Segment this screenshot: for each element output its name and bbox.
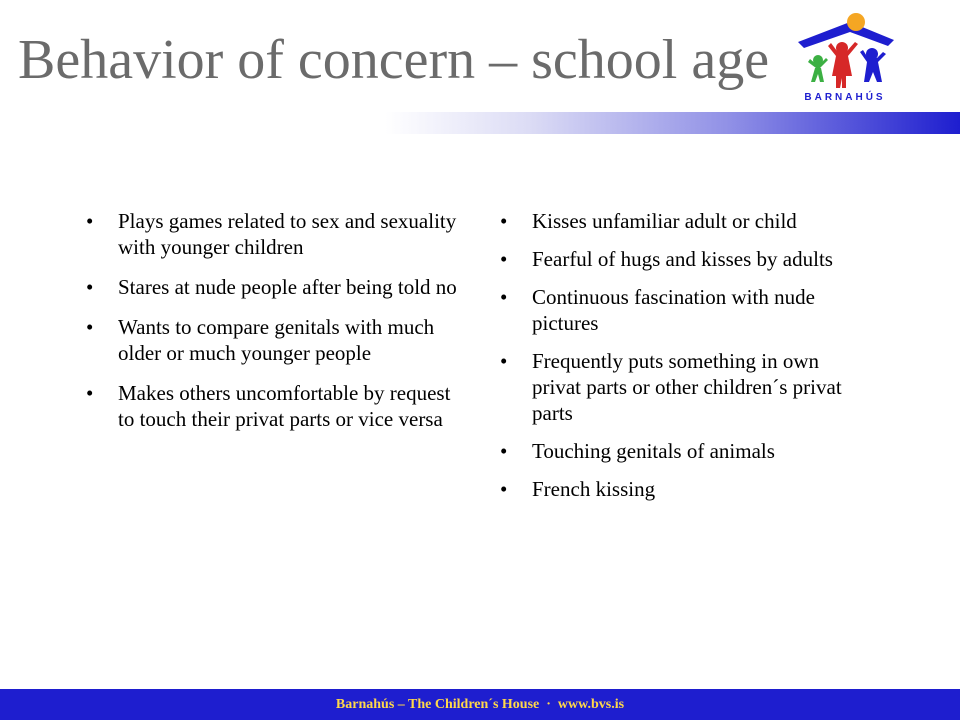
logo-text: BARNAHÚS — [804, 92, 886, 103]
list-item — [498, 246, 868, 272]
slide-title: Behavior of concern – school age — [18, 29, 770, 91]
list-item-text: Stares at nude people after being told no — [118, 275, 457, 299]
bullet-icon: • — [500, 209, 508, 233]
bullet-icon: • — [86, 315, 94, 339]
bullet-icon: • — [86, 209, 94, 233]
footer-text: Barnahús – The Children´s House — [335, 697, 540, 712]
list-item — [84, 208, 464, 260]
bullet-icon: • — [86, 381, 94, 405]
list-item-text: Fearful of hugs and kisses by adults — [532, 247, 833, 271]
list-item — [498, 476, 868, 502]
bullet-icon: • — [500, 439, 508, 463]
list-item — [84, 314, 464, 366]
right-bullet-list — [498, 208, 868, 514]
list-item — [498, 438, 868, 464]
list-item-text: Kisses unfamiliar adult or child — [532, 209, 797, 233]
child-blue-icon — [860, 48, 886, 82]
list-item — [84, 274, 464, 300]
bullet-icon: • — [500, 247, 508, 271]
bullet-icon: • — [500, 477, 508, 501]
logo-graphic — [790, 10, 900, 95]
list-item-text: Plays games related to sex and sexuality with younger children — [118, 209, 457, 259]
footer-url-link[interactable]: www.bvs.is — [557, 697, 625, 712]
list-item-text: Frequently puts something in own privat parts or other children´s privat parts — [532, 349, 842, 425]
bullet-icon: • — [500, 349, 508, 373]
list-item-text: Continuous fascination with nude pictures — [532, 285, 815, 335]
barnahus-logo — [790, 10, 900, 110]
list-item — [84, 380, 464, 432]
title-gradient-bar — [385, 112, 960, 134]
bullet-icon: • — [86, 275, 94, 299]
list-item — [498, 208, 868, 234]
footer-bar — [0, 689, 960, 720]
child-red-icon — [828, 42, 858, 88]
list-item — [498, 348, 868, 426]
left-bullet-list — [84, 208, 464, 446]
bullet-icon: • — [500, 285, 508, 309]
footer-separator: · — [546, 697, 551, 712]
child-green-icon — [808, 55, 828, 82]
list-item-text: French kissing — [532, 477, 656, 501]
list-item-text: Wants to compare genitals with much older or much younger people — [118, 315, 435, 365]
list-item-text: Touching genitals of animals — [532, 439, 775, 463]
list-item — [498, 284, 868, 336]
list-item-text: Makes others uncomfortable by request to touch their privat parts or vice versa — [118, 381, 451, 431]
sun-icon — [847, 13, 865, 31]
